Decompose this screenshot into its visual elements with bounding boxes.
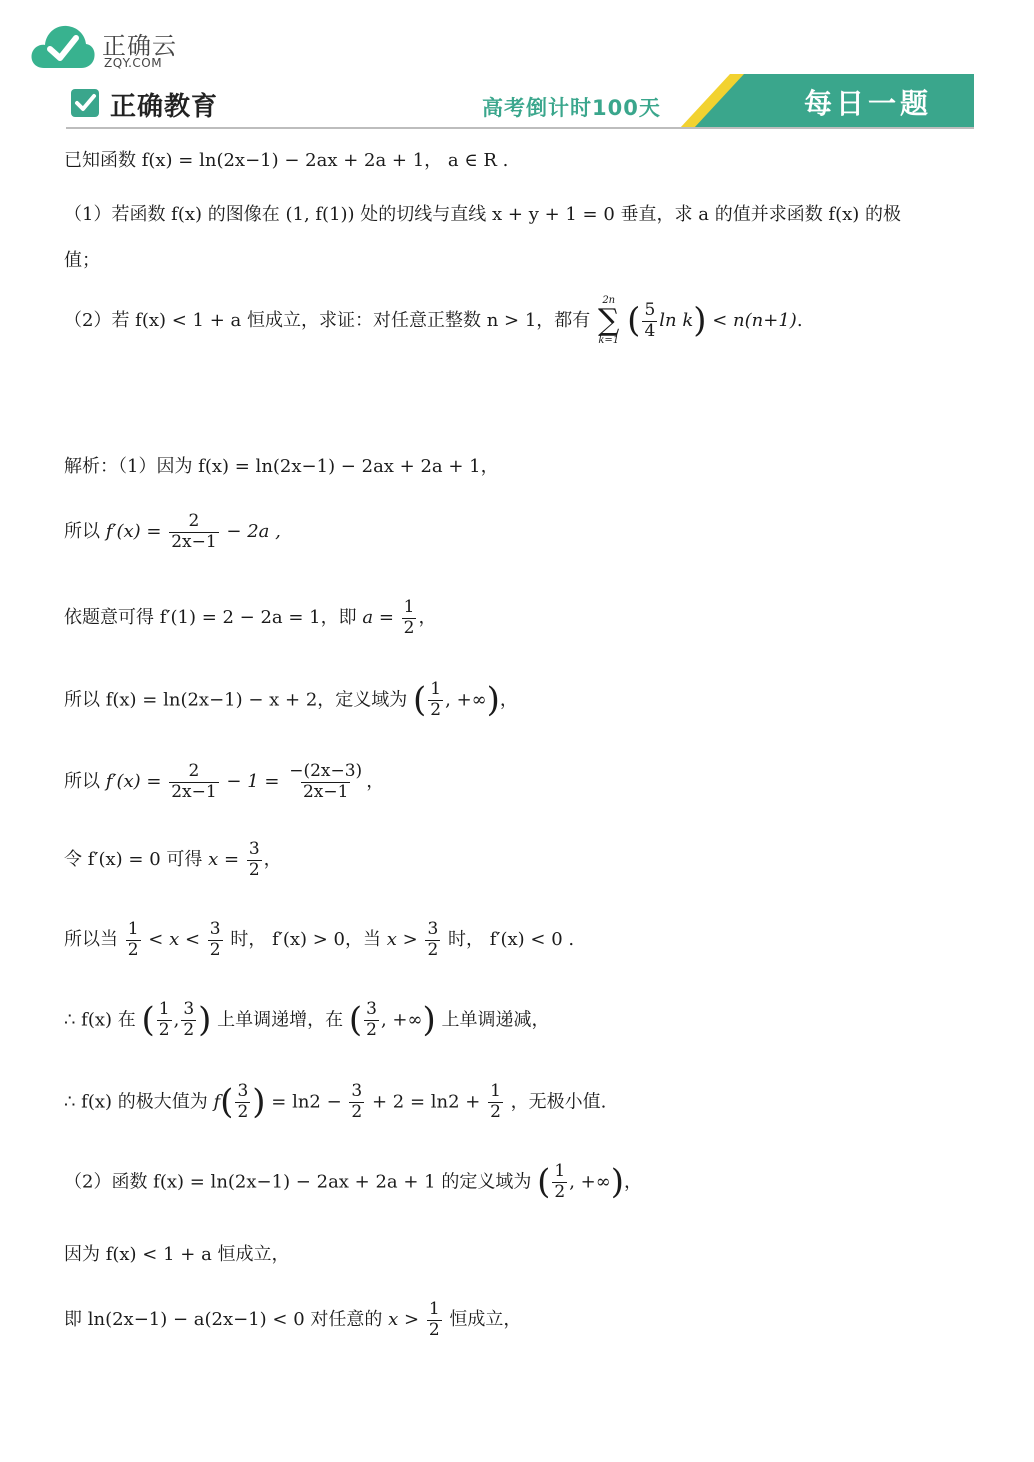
brand-logo: [30, 22, 230, 74]
brand-domain: ZQY.COM: [104, 56, 163, 70]
comma: ，: [499, 689, 518, 711]
text: 时， f′(x) < 0 .: [448, 929, 575, 951]
expr: x >: [386, 929, 418, 951]
solution-line-10: （2）函数 f(x) = ln(2x−1) − 2ax + 2a + 1 的定义域为 ( $\frac{1}{2}$ , +∞)，: [64, 1161, 642, 1202]
num: 2: [188, 761, 200, 781]
banner-text: 每日一题: [803, 87, 932, 120]
fraction: [364, 1000, 379, 1040]
num: 5: [644, 299, 656, 320]
den: 2x−1: [171, 531, 217, 552]
text: 所以: [64, 521, 100, 543]
solution-line-9: ∴ f(x) 的极大值为 f( $\frac{3}{2}$ ) = ln2 − $\frac{3}{2}$ + 2 = ln2 + $\frac{1}{2}$ ，无极小值.: [64, 1081, 607, 1122]
problem-part1-cont: 值；: [64, 250, 100, 271]
num: 3: [366, 999, 377, 1020]
comma: ，: [623, 1171, 642, 1193]
den: 2: [248, 859, 260, 880]
brand-name: 正确云: [102, 32, 177, 60]
text: 依题意可得 f′(1) = 2 − 2a = 1，即: [64, 607, 357, 629]
problem-part1: （1）若函数 f(x) 的图像在 (1, f(1)) 处的切线与直线 x + y + 1 = 0 垂直，求 a 的值并求函数 f(x) 的极: [64, 204, 902, 225]
fraction: [157, 1000, 172, 1040]
expr: f: [213, 1091, 221, 1113]
text: ∴ f(x) 在: [64, 1009, 136, 1031]
problem-part2: （2）若 f(x) < 1 + a 恒成立，求证：对任意正整数 n > 1，都有 2n ∑ k=1 ( $\frac{5}{4}$ ln k) < n(n+1).: [64, 295, 803, 346]
fraction: [427, 1300, 442, 1340]
header-divider: [66, 127, 974, 129]
expr: a =: [362, 607, 394, 629]
den: 2x−1: [171, 781, 217, 802]
sum-lower-limit: k=1: [598, 335, 620, 346]
fraction: [169, 762, 218, 802]
expr: − 2a ,: [226, 521, 281, 543]
num: 3: [248, 839, 260, 859]
period: .: [796, 310, 803, 331]
num: 2: [188, 511, 200, 531]
text: 上单调递增，在: [217, 1009, 344, 1031]
fraction: [349, 1082, 364, 1122]
text: 令 f′(x) = 0 可得: [64, 849, 203, 871]
num: 3: [209, 919, 221, 939]
expr: < x <: [148, 929, 201, 951]
den: 4: [644, 320, 656, 341]
solution-line-4: 所以 f(x) = ln(2x−1) − x + 2，定义域为 ( $\frac{1}{2}$ , +∞)，: [64, 679, 518, 720]
fraction: [247, 840, 262, 880]
den: 2: [427, 939, 439, 960]
num: 1: [403, 597, 415, 617]
solution-line-1: 解析：（1）因为 f(x) = ln(2x−1) − 2ax + 2a + 1，: [64, 456, 499, 477]
cloud-check-icon: [30, 22, 96, 72]
problem-part2-text: （2）若 f(x) < 1 + a 恒成立，求证：对任意正整数 n > 1，都有: [64, 310, 591, 331]
text: 时， f′(x) > 0，当: [230, 929, 382, 951]
header-title: 正确教育: [110, 92, 219, 122]
text: 所以 f(x) = ln(2x−1) − x + 2，定义域为: [64, 689, 408, 711]
summation: [598, 296, 619, 346]
solution-line-7: [64, 920, 574, 960]
den: 2: [127, 939, 139, 960]
num: 1: [430, 679, 442, 700]
text: 即 ln(2x−1) − a(2x−1) < 0 对任意的: [64, 1309, 383, 1331]
num: 1: [428, 1299, 440, 1319]
comma: ，: [418, 607, 437, 629]
solution-line-8: ∴ f(x) 在 ( $\frac{1}{2}$ , $\frac{3}{2}$ ) 上单调递增，在 ( $\frac{3}{2}$ , +∞) 上单调递减，: [64, 999, 550, 1040]
den: 2: [209, 939, 221, 960]
fraction: [402, 598, 417, 638]
expr: , +∞: [445, 689, 487, 711]
den: 2: [237, 1101, 249, 1122]
num: 1: [127, 919, 139, 939]
expr: f′(x) =: [105, 771, 162, 793]
num: 3: [183, 999, 195, 1020]
solution-line-2: [64, 512, 281, 552]
num: 1: [490, 1081, 501, 1102]
text: （2）函数 f(x) = ln(2x−1) − 2ax + 2a + 1 的定义域为: [64, 1171, 532, 1193]
den: 2: [428, 1319, 440, 1340]
header-bar: [66, 74, 974, 130]
expr: x =: [208, 849, 240, 871]
expr: , +∞: [380, 1009, 423, 1031]
solution-line-12: [64, 1300, 521, 1340]
num: −(2x−3): [289, 761, 363, 781]
sum-upper-limit: 2n: [602, 295, 616, 306]
num: 1: [554, 1161, 566, 1182]
expr: = ln2 −: [271, 1091, 342, 1113]
den: 2: [490, 1101, 501, 1122]
inequality-rhs: < n(n+1): [712, 310, 797, 331]
fraction: [488, 1082, 503, 1122]
fraction-5-4: [642, 301, 657, 341]
text: ∴ f(x) 的极大值为: [64, 1091, 208, 1113]
fraction: [126, 920, 141, 960]
den: 2: [366, 1019, 377, 1040]
fraction: [425, 920, 440, 960]
fraction: [428, 680, 443, 720]
den: 2: [430, 699, 442, 720]
text: 所以当: [64, 929, 118, 951]
fraction: [208, 920, 223, 960]
expr: f′(x) =: [105, 521, 162, 543]
comma: ，: [366, 771, 385, 793]
problem-intro: 已知函数 f(x) = ln(2x−1) − 2ax + 2a + 1， a ∈ R .: [64, 150, 509, 171]
expr: − 1 =: [226, 771, 280, 793]
den: 2: [403, 617, 415, 638]
fraction: [552, 1162, 567, 1202]
den: 2: [351, 1101, 363, 1122]
expr: , +∞: [569, 1171, 611, 1193]
text: 上单调递减，: [441, 1009, 550, 1031]
den: 2: [183, 1019, 195, 1040]
num: 3: [427, 919, 439, 939]
text: 恒成立，: [449, 1309, 522, 1331]
ln-k: ln k: [659, 310, 694, 331]
solution-line-6: [64, 840, 282, 880]
text: 所以: [64, 771, 100, 793]
sum-sigma: ∑: [598, 303, 620, 338]
den: 2: [554, 1181, 566, 1202]
fraction: [169, 512, 218, 552]
sep: ,: [173, 1009, 180, 1031]
countdown-text: 高考倒计时100天: [482, 96, 661, 120]
comma: ，: [263, 849, 282, 871]
solution-line-11: 因为 f(x) < 1 + a 恒成立，: [64, 1244, 290, 1265]
fraction: [235, 1082, 250, 1122]
num: 3: [351, 1081, 363, 1102]
num: 3: [237, 1081, 249, 1102]
solution-line-3: [64, 598, 436, 638]
check-box-icon: [70, 88, 100, 118]
solution-line-5: [64, 762, 384, 802]
den: 2: [158, 1019, 170, 1040]
num: 1: [158, 999, 170, 1020]
expr: + 2 = ln2 +: [371, 1091, 481, 1113]
text: ，无极小值.: [510, 1091, 607, 1113]
fraction: [181, 1000, 196, 1040]
den: 2x−1: [302, 781, 349, 802]
fraction: [287, 762, 364, 802]
expr: x >: [388, 1309, 420, 1331]
